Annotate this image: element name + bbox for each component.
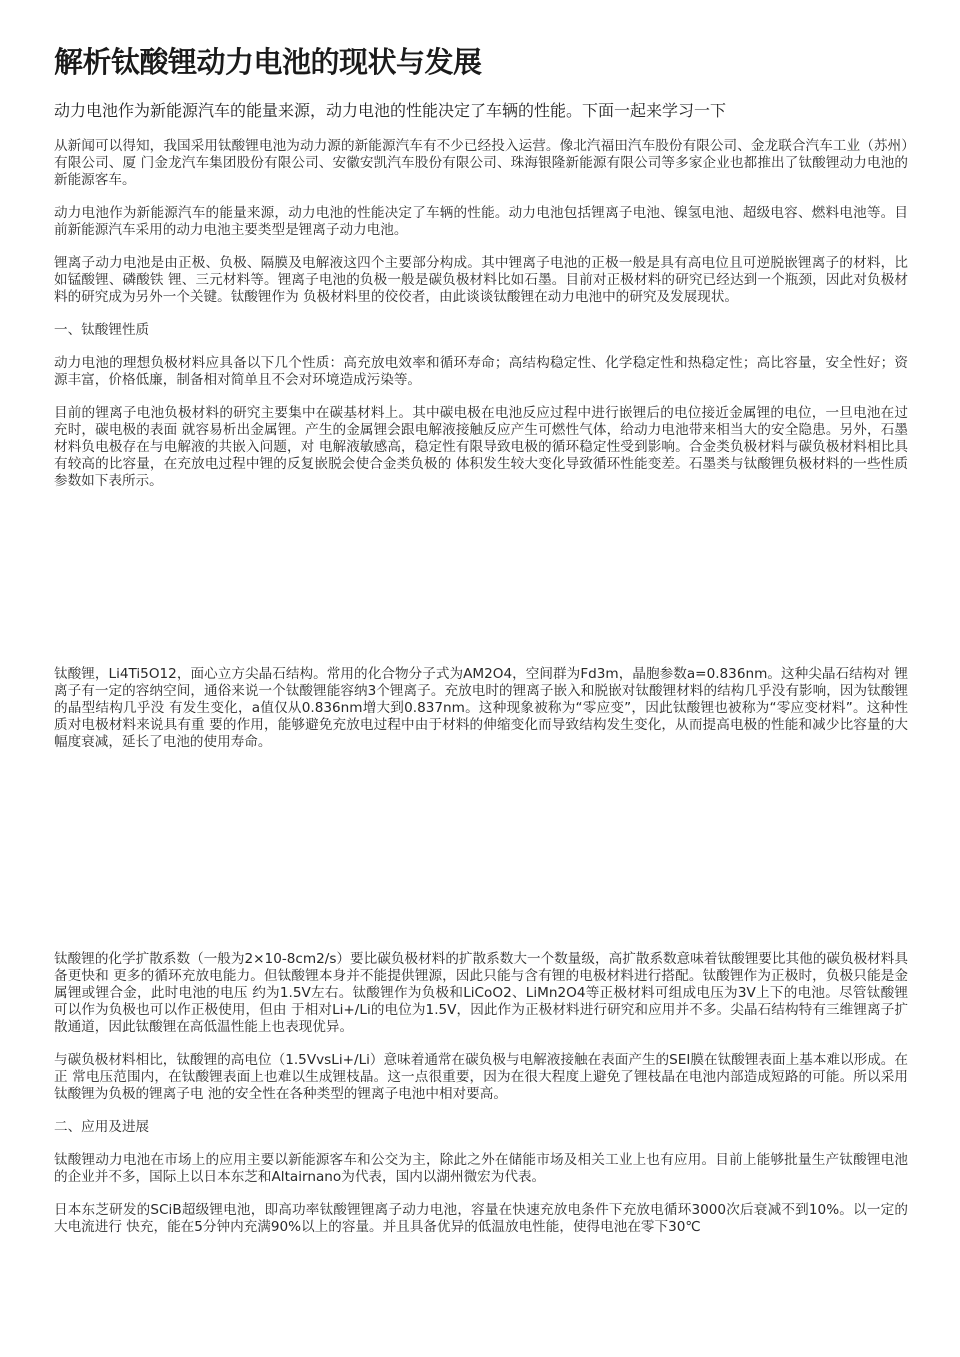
paragraph-intro-1: 从新闻可以得知，我国采用钛酸锂电池为动力源的新能源汽车有不少已经投入运营。像北汽福田汽车股份有限公司、金龙联合汽车工业（苏州）有限公司、厦 门金龙汽车集团股份有限公司、安徽安凯汽车股份有限公司、珠海银隆新能源有限公司等多家企业也都推出了钛酸锂动力电池的新能源客车。: [54, 138, 908, 188]
paragraph-applications-2: 日本东芝研发的SCiB超级锂电池，即高功率钛酸锂锂离子动力电池，容量在快速充放电条件下充放电循环3000次后衰减不到10%。以一定的大电流进行 快充，能在5分钟内充满90%以上的容量。并且具备优异的低温放电性能，使得电池在零下30℃: [54, 1202, 908, 1235]
article-title: 解析钛酸锂动力电池的现状与发展: [54, 45, 482, 79]
section-heading-properties: 一、钛酸锂性质: [54, 322, 150, 338]
paragraph-intro-3: 锂离子动力电池是由正极、负极、隔膜及电解液这四个主要部分构成。其中锂离子电池的正极一般是具有高电位且可逆脱嵌锂离子的材料，比如锰酸锂、磷酸铁 锂、三元材料等。锂离子电池的负极一般是碳负极材料比如石墨。目前对正极材料的研究已经达到一个瓶颈，因此对负极材料的研究成为另外一个关键。钛酸锂作为 负极材料里的佼佼者，由此谈谈钛酸锂在动力电池中的研究及发展现状。: [54, 255, 908, 305]
paragraph-diffusion: 钛酸锂的化学扩散系数（一般为2×10-8cm2/s）要比碳负极材料的扩散系数大一个数量级，高扩散系数意味着钛酸锂要比其他的碳负极材料具备更快和 更多的循环充放电能力。但钛酸锂本身并不能提供锂源，因此只能与含有锂的电极材料进行搭配。钛酸锂作为正极时，负极只能是金属锂或锂合金，此时电池的电压 约为1.5V左右。钛酸锂作为负极和LiCoO2、LiMn2O4等正极材料可组成电压为3V上下的电池。尽管钛酸锂可以作为负极也可以作正极使用，但由 于相对Li+/Li的电位为1.5V，因此作为正极材料进行研究和应用并不多。尖晶石结构特有三维锂离子扩散通道，因此钛酸锂在高低温性能上也表现优异。: [54, 951, 908, 1035]
article: [54, 0, 908, 1236]
paragraph-properties-2: 目前的锂离子电池负极材料的研究主要集中在碳基材料上。其中碳电极在电池反应过程中进行嵌锂后的电位接近金属锂的电位，一旦电池在过充时，碳电极的表面 就容易析出金属锂。产生的金属锂会跟电解液接触反应产生可燃性气体，给动力电池带来相当大的安全隐患。另外，石墨材料负电极存在与电解液的共嵌入问题，对 电解液敏感高，稳定性有限导致电极的循环稳定性受到影响。合金类负极材料与碳负极材料相比具有较高的比容量，在充放电过程中锂的反复嵌脱会使合金类负极的 体积发生较大变化导致循环性能变差。石墨类与钛酸锂负极材料的一些性质参数如下表所示。: [54, 405, 908, 489]
paragraph-intro-2: 动力电池作为新能源汽车的能量来源，动力电池的性能决定了车辆的性能。动力电池包括锂离子电池、镍氢电池、超级电容、燃料电池等。目前新能源汽车采用的动力电池主要类型是锂离子动力电池。: [54, 205, 908, 238]
paragraph-properties-1: 动力电池的理想负极材料应具备以下几个性质：高充放电效率和循环寿命；高结构稳定性、化学稳定性和热稳定性；高比容量，安全性好；资源丰富，价格低廉，制备相对简单且不会对环境造成污染等。: [54, 355, 908, 388]
paragraph-applications-1: 钛酸锂动力电池在市场上的应用主要以新能源客车和公交为主，除此之外在储能市场及相关工业上也有应用。目前上能够批量生产钛酸锂电池的企业并不多，国际上以日本东芝和Altairnano为代表，国内以湖州微宏为代表。: [54, 1152, 908, 1185]
paragraph-structure: 钛酸锂，Li4Ti5O12，面心立方尖晶石结构。常用的化合物分子式为AM2O4，空间群为Fd3m，晶胞参数a=0.836nm。这种尖晶石结构对 锂离子有一定的容纳空间，通俗来说一个钛酸锂能容纳3个锂离子。充放电时的锂离子嵌入和脱嵌对钛酸锂材料的结构几乎没有影响，因为钛酸锂的晶型结构几乎没 有发生变化，a值仅从0.836nm增大到0.837nm。这种现象被称为“零应变”，因此钛酸锂也被称为“零应变材料”。这种性质对电极材料来说具有重 要的作用，能够避免充放电过程中由于材料的伸缩变化而导致结构发生变化，从而提高电极的性能和减少比容量的大幅度衰减，延长了电池的使用寿命。: [54, 666, 908, 750]
section-heading-applications: 二、应用及进展: [54, 1119, 150, 1135]
figure-image-placeholder: [54, 751, 908, 951]
paragraph-sei: 与碳负极材料相比，钛酸锂的高电位（1.5VvsLi+/Li）意味着通常在碳负极与电解液接触在表面产生的SEI膜在钛酸锂表面上基本难以形成。在正 常电压范围内，在钛酸锂表面上也难以生成锂枝晶。这一点很重要，因为在很大程度上避免了锂枝晶在电池内部造成短路的可能。所以采用钛酸锂为负极的锂离子电 池的安全性在各种类型的锂离子电池中相对要高。: [54, 1052, 908, 1102]
article-lead: 动力电池作为新能源汽车的能量来源，动力电池的性能决定了车辆的性能。下面一起来学习一下: [54, 101, 727, 120]
table-image-placeholder: [54, 490, 908, 666]
